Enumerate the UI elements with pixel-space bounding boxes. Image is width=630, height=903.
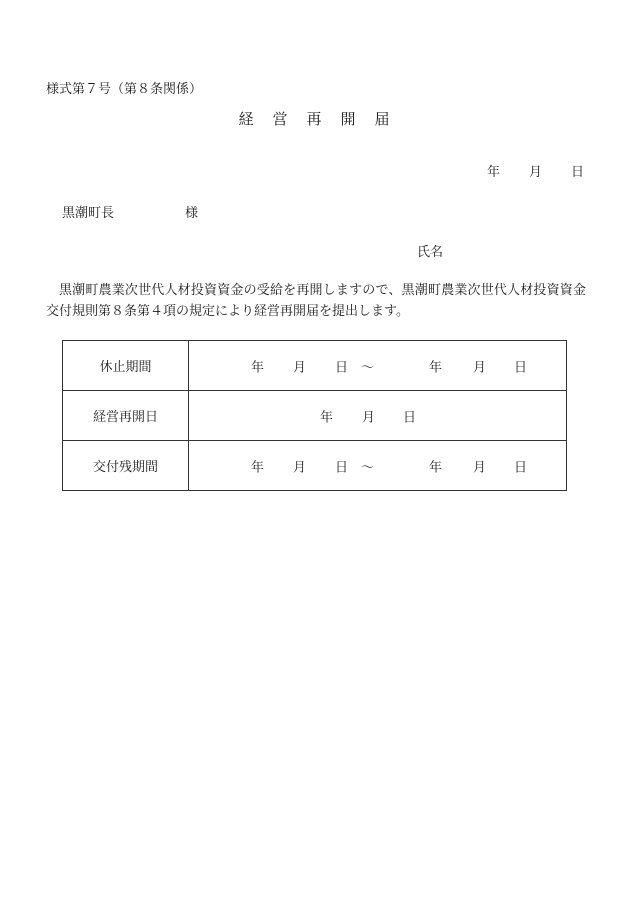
remaining-period-value	[189, 441, 567, 491]
start-day: 日	[335, 460, 349, 475]
resume-month: 月	[362, 410, 376, 425]
range-tilde: 〜	[361, 360, 375, 375]
start-year: 年	[251, 460, 265, 475]
end-day: 日	[514, 460, 528, 475]
applicant-name-label: 氏名	[417, 245, 444, 260]
date-day: 日	[571, 165, 585, 180]
resumption-table	[62, 340, 567, 491]
resumption-date-value	[189, 391, 567, 441]
body-text: 黒潮町農業次世代人材投資資金の受給を再開しますので、黒潮町農業次世代人材投資資金交付規則第８条第４項の規定により経営再開届を提出します。	[46, 283, 586, 319]
table-row	[63, 391, 567, 441]
addressee: 黒潮町長	[62, 206, 115, 221]
start-year: 年	[251, 360, 265, 375]
suspension-period-label: 休止期間	[63, 341, 189, 391]
resume-day: 日	[403, 410, 417, 425]
date-year: 年	[487, 165, 501, 180]
start-month: 月	[293, 460, 307, 475]
remaining-period-label: 交付残期間	[63, 441, 189, 491]
start-month: 月	[293, 360, 307, 375]
form-number: 様式第７号（第８条関係）	[46, 82, 203, 97]
end-month: 月	[473, 360, 487, 375]
document-title: 経 営 再 開 届	[238, 110, 392, 128]
suspension-period-value	[189, 341, 567, 391]
date-month: 月	[529, 165, 543, 180]
table-row	[63, 441, 567, 491]
end-year: 年	[429, 460, 443, 475]
resume-year: 年	[320, 410, 334, 425]
resumption-date-label: 経営再開日	[63, 391, 189, 441]
range-tilde: 〜	[361, 460, 375, 475]
start-day: 日	[335, 360, 349, 375]
end-month: 月	[473, 460, 487, 475]
table-row	[63, 341, 567, 391]
honorific: 様	[185, 206, 199, 221]
end-year: 年	[429, 360, 443, 375]
submission-date	[487, 161, 584, 180]
end-day: 日	[514, 360, 528, 375]
